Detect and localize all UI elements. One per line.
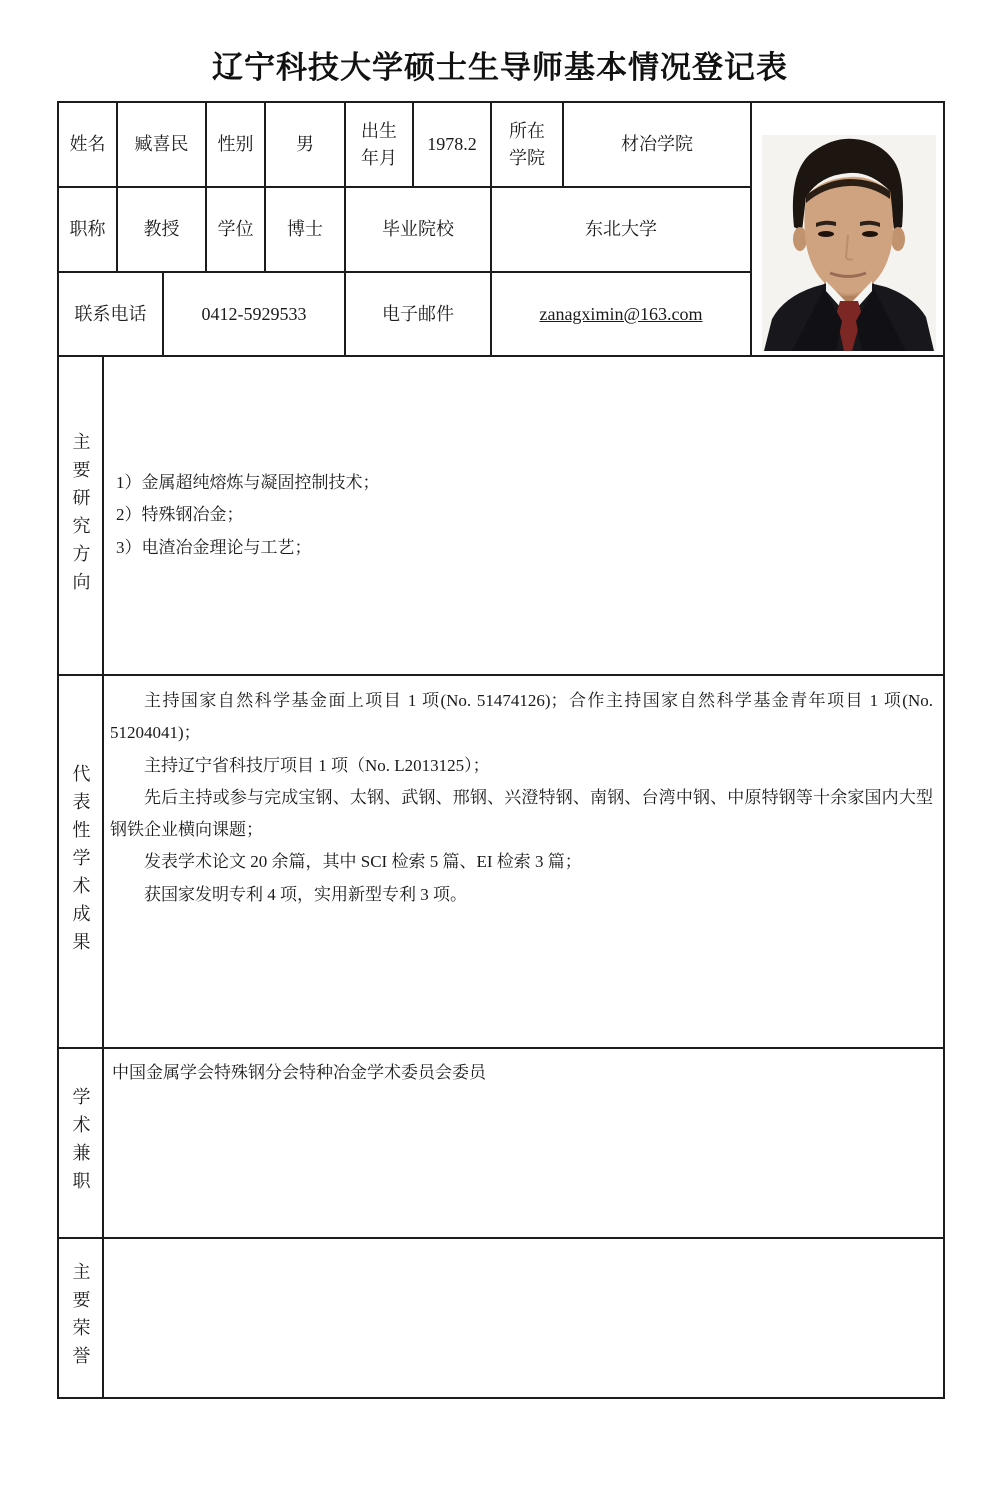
birth-value: 1978.2 xyxy=(414,103,492,188)
research-section-label: 主要研究方向 xyxy=(59,357,104,676)
college-label: 所在学院 xyxy=(492,103,564,188)
research-line: 1）金属超纯熔炼与凝固控制技术； xyxy=(116,473,380,493)
achievement-paragraph: 发表学术论文 20 余篇，其中 SCI 检索 5 篇、EI 检索 3 篇； xyxy=(144,852,582,872)
achievement-paragraph: 先后主持或参与完成宝钢、太钢、武钢、邢钢、兴澄特钢、南钢、台湾中钢、中原特钢等十余家国内大型钢铁企业横向课题； xyxy=(110,787,933,840)
prof-title-value: 教授 xyxy=(118,188,207,273)
email-value[interactable] xyxy=(492,273,752,357)
honors-section-content xyxy=(104,1239,943,1397)
birth-label: 出生年月 xyxy=(346,103,414,188)
email-link[interactable]: zanagximin@163.com xyxy=(539,303,703,324)
research-line: 2）特殊钢冶金； xyxy=(116,505,244,525)
degree-label: 学位 xyxy=(207,188,266,273)
prof-title-label: 职称 xyxy=(59,188,118,273)
name-value: 臧喜民 xyxy=(118,103,207,188)
portrait-illustration xyxy=(762,135,936,351)
photo-cell xyxy=(752,103,943,357)
name-label: 姓名 xyxy=(59,103,118,188)
achievement-paragraph: 主持辽宁省科技厅项目 1 项（No. L2013125）； xyxy=(144,755,490,775)
email-label: 电子邮件 xyxy=(346,273,492,357)
positions-section-content xyxy=(104,1049,943,1239)
form-table xyxy=(57,101,945,1399)
degree-value: 博士 xyxy=(266,188,346,273)
college-value: 材冶学院 xyxy=(564,103,752,188)
research-section-content xyxy=(104,357,943,676)
portrait-photo xyxy=(762,135,936,351)
school-value: 东北大学 xyxy=(492,188,752,273)
achievements-section-content xyxy=(104,676,943,1049)
page-title: 辽宁科技大学硕士生导师基本情况登记表 xyxy=(212,50,788,85)
gender-label: 性别 xyxy=(207,103,266,188)
honors-section-label: 主要荣誉 xyxy=(59,1239,104,1397)
gender-value: 男 xyxy=(266,103,346,188)
achievement-paragraph: 获国家发明专利 4 项，实用新型专利 3 项。 xyxy=(144,884,467,904)
position-text: 中国金属学会特殊钢分会特种冶金学术委员会委员 xyxy=(112,1063,486,1082)
positions-section-label: 学术兼职 xyxy=(59,1049,104,1239)
achievements-section-label: 代表性学术成果 xyxy=(59,676,104,1049)
research-line: 3）电渣冶金理论与工艺； xyxy=(116,537,312,557)
phone-value: 0412-5929533 xyxy=(164,273,346,357)
phone-label: 联系电话 xyxy=(59,273,164,357)
achievement-paragraph: 主持国家自然科学基金面上项目 1 项(No. 51474126)；合作主持国家自然科学基金青年项目 1 项(No. 51204041)； xyxy=(110,691,933,743)
school-label: 毕业院校 xyxy=(346,188,492,273)
